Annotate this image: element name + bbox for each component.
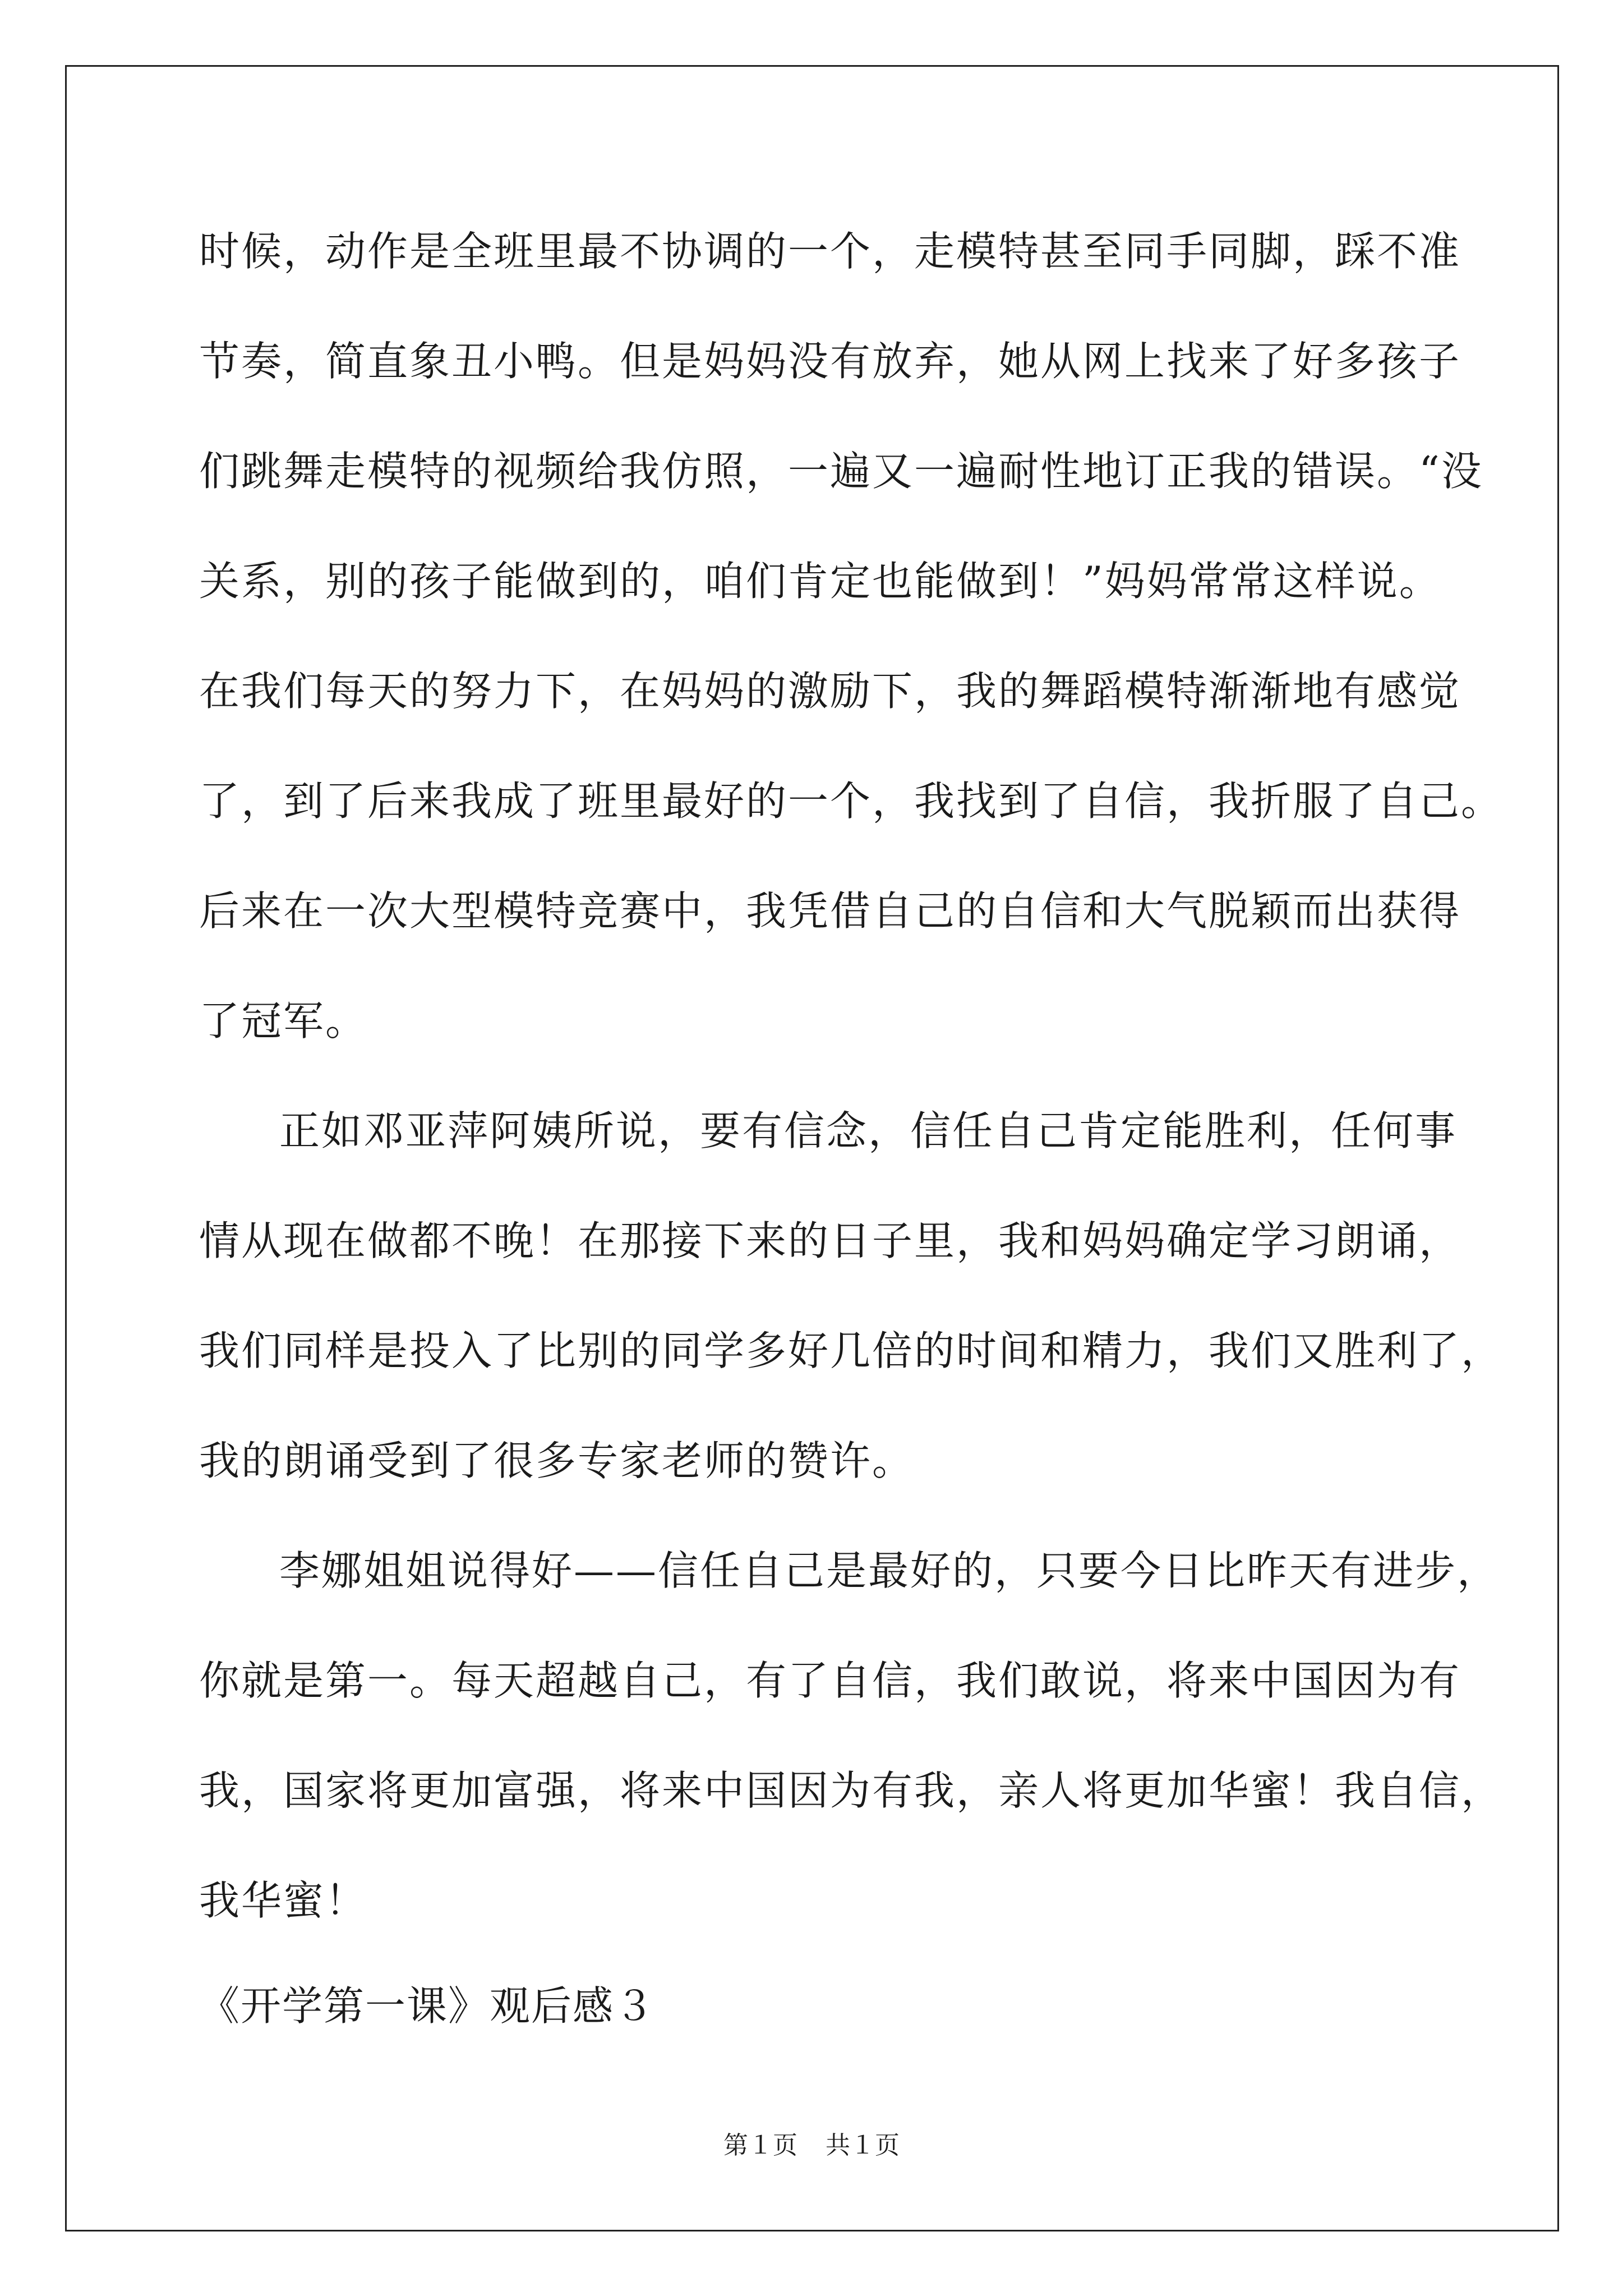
paragraph-line: 们跳舞走模特的视频给我仿照，一遍又一遍耐性地订正我的错误。“没: [199, 448, 1483, 495]
page-number: 第１页: [723, 2131, 797, 2160]
paragraph-line: 节奏，简直象丑小鸭。但是妈妈没有放弃，她从网上找来了好多孩子: [199, 338, 1461, 385]
paragraph-line: 我的朗诵受到了很多专家老师的赞许。: [199, 1437, 915, 1484]
paragraph-line: 你就是第一。每天超越自己，有了自信，我们敢说，将来中国因为有: [199, 1657, 1461, 1704]
page-total: 共１页: [826, 2131, 900, 2160]
paragraph-line: 李娜姐姐说得好——信任自己是最好的，只要今日比昨天有进步，: [279, 1547, 1500, 1594]
page-footer: [0, 2125, 1623, 2161]
paragraph-line: 了冠军。: [199, 997, 368, 1045]
paragraph-line: 正如邓亚萍阿姨所说，要有信念，信任自己肯定能胜利，任何事: [279, 1107, 1458, 1154]
paragraph-line: 我，国家将更加富强，将来中国因为有我，亲人将更加华蜜！我自信，: [199, 1767, 1504, 1814]
paragraph-line: 时候，动作是全班里最不协调的一个，走模特甚至同手同脚，踩不准: [199, 228, 1461, 275]
paragraph-line: 情从现在做都不晚！在那接下来的日子里，我和妈妈确定学习朗诵，: [199, 1217, 1461, 1264]
paragraph-line: 我华蜜！: [199, 1877, 368, 1924]
paragraph-line: 关系，别的孩子能做到的，咱们肯定也能做到！”妈妈常常这样说。: [199, 558, 1441, 605]
paragraph-line: 我们同样是投入了比别的同学多好几倍的时间和精力，我们又胜利了，: [199, 1327, 1504, 1374]
section-heading: 《开学第一课》观后感３: [199, 1982, 656, 2030]
paragraph-line: 了，到了后来我成了班里最好的一个，我找到了自信，我折服了自己。: [199, 777, 1504, 825]
paragraph-line: 后来在一次大型模特竞赛中，我凭借自己的自信和大气脱颖而出获得: [199, 887, 1461, 935]
paragraph-line: 在我们每天的努力下，在妈妈的激励下，我的舞蹈模特渐渐地有感觉: [199, 668, 1461, 715]
